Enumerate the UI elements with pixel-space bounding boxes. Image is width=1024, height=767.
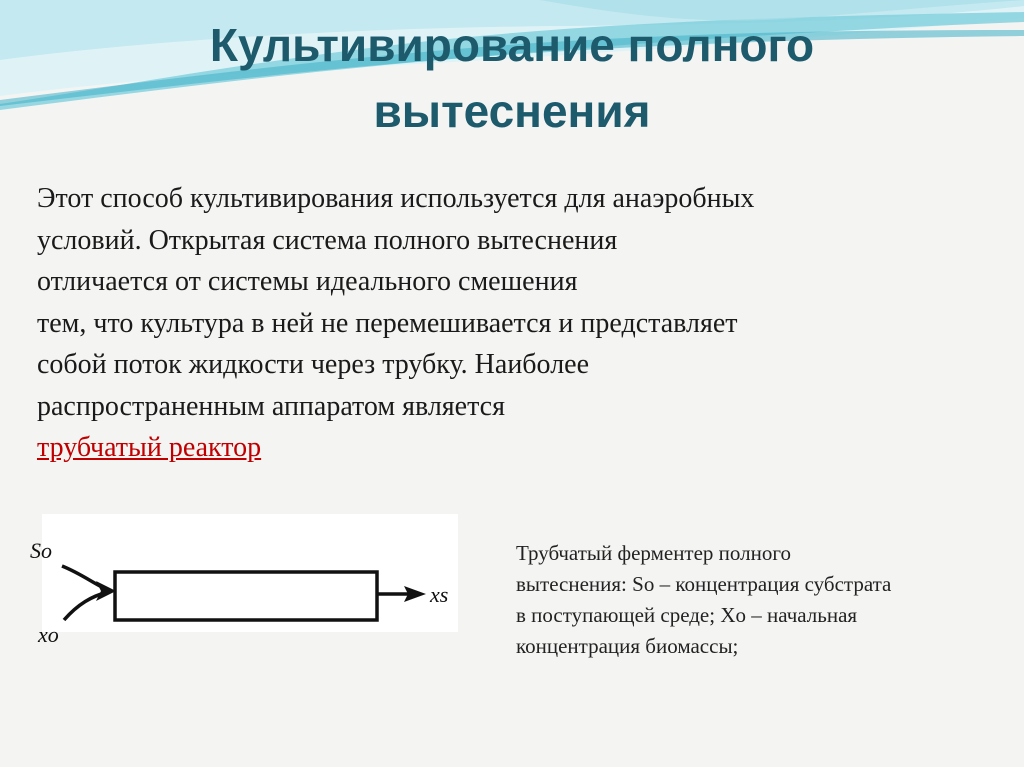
tubular-reactor-link[interactable]: трубчатый реактор [37, 432, 262, 463]
diagram-label-so: So [30, 538, 52, 563]
caption-line: вытеснения: So – концентрация субстрата [516, 572, 892, 596]
body-line: Этот способ культивирования используется для анаэробных [37, 183, 755, 214]
body-line: распространенным аппаратом является [37, 390, 505, 422]
diagram-caption [516, 538, 1016, 662]
title-line: Культивирование полного [209, 19, 815, 71]
inlet-arrowhead [96, 581, 116, 601]
slide-title [0, 12, 1024, 144]
reactor-tube [115, 572, 377, 620]
body-line: тем, что культура в ней не перемешивается и представляет [37, 307, 738, 339]
body-line: условий. Открытая система полного вытеснения [37, 224, 618, 256]
diagram-label-xs: xs [430, 582, 449, 607]
body-line: собой поток жидкости через трубку. Наиболее [37, 349, 590, 380]
caption-line: Трубчатый ферментер полного [516, 541, 791, 565]
caption-line: концентрация биомассы; [516, 634, 739, 658]
caption-line: в поступающей среде; Xo – начальная [516, 603, 858, 627]
tubular-reactor-diagram [0, 520, 470, 660]
body-paragraph [37, 178, 997, 469]
diagram-label-xo: xo [38, 622, 59, 647]
title-line: вытеснения [373, 85, 651, 137]
body-line: отличается от системы идеального смешения [37, 266, 578, 297]
